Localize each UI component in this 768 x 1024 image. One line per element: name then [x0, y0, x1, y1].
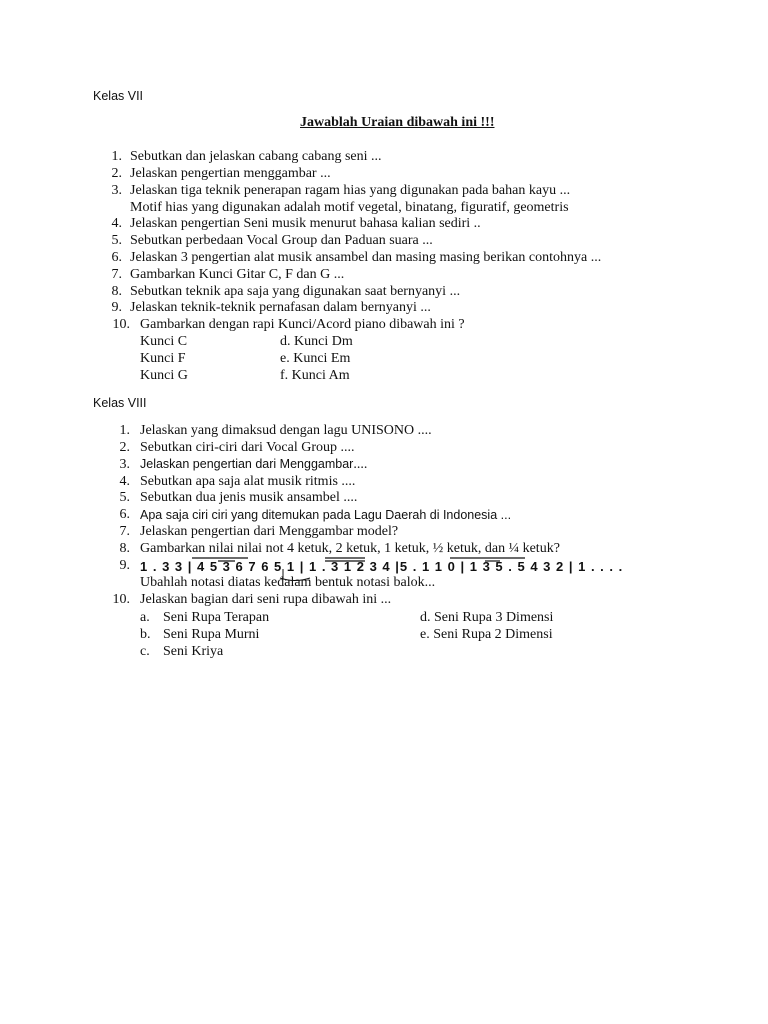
item-number: 6.	[111, 250, 122, 265]
item-text: Jelaskan teknik-teknik pernafasan dalam bernyanyi ...	[130, 300, 431, 315]
item-number: 5.	[111, 233, 122, 248]
item-text: Jelaskan bagian dari seni rupa dibawah ini ...	[140, 592, 392, 607]
kelas-viii-heading: Kelas VIII	[93, 396, 147, 410]
art-item: e. Seni Rupa 2 Dimensi	[420, 627, 553, 642]
item-text: Motif hias yang digunakan adalah motif vegetal, binatang, figuratif, geometris	[130, 200, 569, 215]
item-number: 10.	[112, 317, 130, 332]
item-number: 4.	[119, 474, 130, 489]
item-text: Gambarkan dengan rapi Kunci/Acord piano dibawah ini ?	[140, 317, 465, 332]
item-text-tail: ....	[353, 457, 368, 472]
item-text: Apa saja ciri ciri yang ditemukan pada Lagu Daerah di Indonesia ...	[140, 508, 512, 522]
item-number: 5.	[119, 490, 130, 505]
item-text: Sebutkan dua jenis musik ansambel ....	[140, 490, 358, 505]
chord-item: Kunci F	[140, 351, 186, 366]
item-text: Jelaskan pengertian dari Menggambar model?	[140, 524, 399, 539]
item-number: 9.	[119, 558, 130, 573]
page-title: Jawablah Uraian dibawah ini !!!	[300, 115, 495, 130]
art-letter: a.	[140, 610, 150, 625]
item-number: 2.	[111, 166, 122, 181]
item-text: Sebutkan teknik apa saja yang digunakan saat bernyanyi ...	[130, 284, 461, 299]
item-number: 3.	[111, 183, 122, 198]
item-text: Jelaskan pengertian Seni musik menurut bahasa kalian sediri ..	[130, 216, 481, 231]
item-number: 1.	[111, 149, 122, 164]
item-text: Ubahlah notasi diatas kedalam bentuk notasi balok...	[140, 575, 436, 590]
chord-item: Kunci C	[140, 334, 188, 349]
item-text: Jelaskan pengertian menggambar ...	[130, 166, 331, 181]
item-text: Sebutkan dan jelaskan cabang cabang seni ...	[130, 149, 382, 164]
chord-item: f. Kunci Am	[280, 368, 350, 383]
item-text: Gambarkan Kunci Gitar C, F dan G ...	[130, 267, 345, 282]
item-text: Sebutkan apa saja alat musik ritmis ....	[140, 474, 356, 489]
item-number: 1.	[119, 423, 130, 438]
item-text: Sebutkan perbedaan Vocal Group dan Paduan suara ...	[130, 233, 433, 248]
art-item: d. Seni Rupa 3 Dimensi	[420, 610, 554, 625]
item-text: Gambarkan nilai nilai not 4 ketuk, 2 ketuk, 1 ketuk, ½ ketuk, dan ¼ ketuk?	[140, 541, 560, 556]
item-number: 2.	[119, 440, 130, 455]
item-number: 9.	[111, 300, 122, 315]
item-number: 7.	[111, 267, 122, 282]
kelas-vii-heading: Kelas VII	[93, 89, 144, 103]
item-number: 7.	[119, 524, 130, 539]
art-letter: b.	[140, 627, 151, 642]
item-text: Jelaskan tiga teknik penerapan ragam hias yang digunakan pada bahan kayu ...	[130, 183, 571, 198]
item-number: 8.	[119, 541, 130, 556]
item-number: 3.	[119, 457, 130, 472]
art-item: Seni Rupa Terapan	[163, 610, 270, 625]
art-letter: c.	[140, 644, 150, 659]
chord-item: e. Kunci Em	[280, 351, 351, 366]
chord-item: d. Kunci Dm	[280, 334, 353, 349]
item-number: 6.	[119, 507, 130, 522]
item-number: 4.	[111, 216, 122, 231]
art-item: Seni Kriya	[163, 644, 224, 659]
item-number: 8.	[111, 284, 122, 299]
notation-text: 1 . 3 3 | 4 5 3 6 7 6 5 1 | 1 . 3 1 2 3 4 |5 . 1 1 0 | 1 3 5 . 5 4 3 2 | 1 . . . .	[140, 559, 624, 574]
item-text-wrap	[140, 457, 367, 473]
item-text: Jelaskan pengertian dari Menggambar	[140, 457, 354, 471]
chord-item: Kunci G	[140, 368, 188, 383]
item-text: Jelaskan 3 pengertian alat musik ansambel dan masing masing berikan contohnya ...	[130, 250, 602, 265]
item-text: Jelaskan yang dimaksud dengan lagu UNISONO ....	[140, 423, 432, 438]
art-item: Seni Rupa Murni	[163, 627, 260, 642]
item-number: 10.	[112, 592, 130, 607]
item-text: Sebutkan ciri-ciri dari Vocal Group ....	[140, 440, 355, 455]
